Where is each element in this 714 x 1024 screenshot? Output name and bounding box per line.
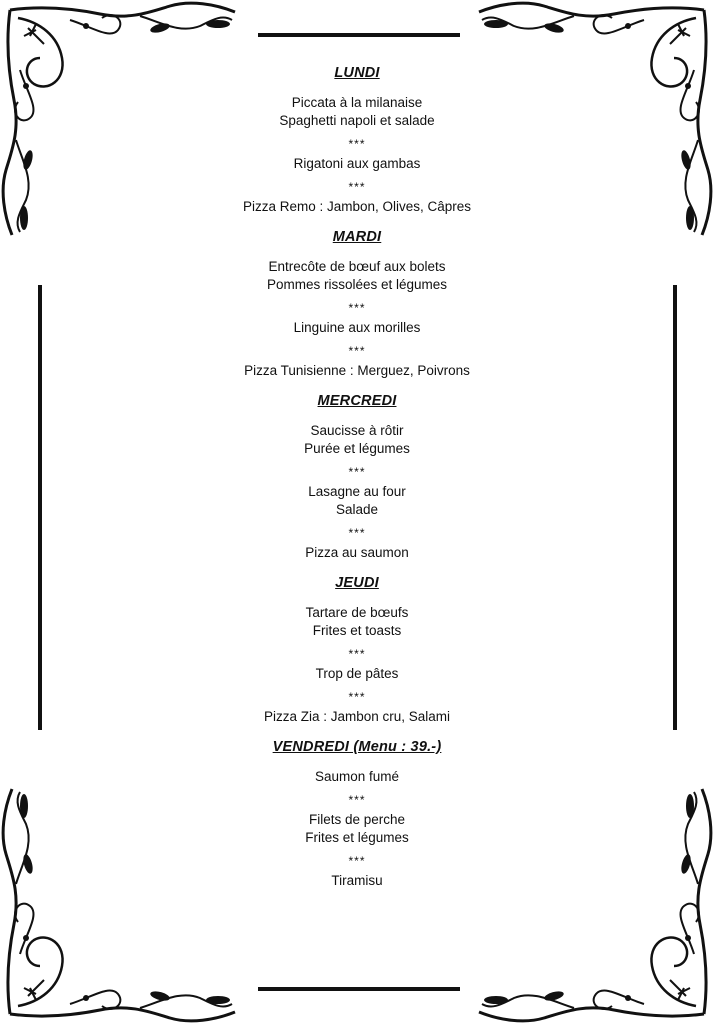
day-title: LUNDI bbox=[334, 65, 380, 81]
day-section bbox=[120, 392, 594, 562]
day-title: VENDREDI (Menu : 39.-) bbox=[272, 739, 442, 755]
dish-line: Saumon fumé bbox=[314, 769, 400, 784]
dish-line: Filets de perche bbox=[308, 812, 406, 827]
day-section bbox=[120, 574, 594, 726]
course-separator: *** bbox=[348, 647, 366, 661]
dish-line: Tiramisu bbox=[331, 873, 383, 888]
course-separator: *** bbox=[348, 854, 366, 868]
left-rule bbox=[38, 285, 42, 730]
course-group bbox=[120, 319, 594, 337]
course-group bbox=[120, 422, 594, 458]
day-title: JEUDI bbox=[335, 575, 379, 591]
course-group bbox=[120, 362, 594, 380]
day-section bbox=[120, 228, 594, 380]
course-group bbox=[120, 94, 594, 130]
day-section bbox=[120, 738, 594, 890]
dish-line: Purée et légumes bbox=[304, 441, 410, 456]
course-group bbox=[120, 544, 594, 562]
dish-line: Frites et légumes bbox=[305, 830, 409, 845]
course-group bbox=[120, 665, 594, 683]
course-group bbox=[120, 811, 594, 847]
dish-line: Pizza Zia : Jambon cru, Salami bbox=[263, 709, 451, 724]
right-rule bbox=[673, 285, 677, 730]
dish-line: Lasagne au four bbox=[308, 484, 406, 499]
dish-line: Linguine aux morilles bbox=[293, 320, 421, 335]
course-group bbox=[120, 483, 594, 519]
course-separator: *** bbox=[348, 526, 366, 540]
dish-line: Piccata à la milanaise bbox=[291, 95, 423, 110]
dish-line: Frites et toasts bbox=[312, 623, 402, 638]
dish-line: Salade bbox=[335, 502, 379, 517]
course-separator: *** bbox=[348, 344, 366, 358]
day-section bbox=[120, 64, 594, 216]
top-rule bbox=[258, 33, 460, 37]
course-group bbox=[120, 768, 594, 786]
course-group bbox=[120, 604, 594, 640]
course-separator: *** bbox=[348, 465, 366, 479]
dish-line: Spaghetti napoli et salade bbox=[279, 113, 435, 128]
course-group bbox=[120, 155, 594, 173]
dish-line: Pommes rissolées et légumes bbox=[266, 277, 448, 292]
course-separator: *** bbox=[348, 180, 366, 194]
dish-line: Saucisse à rôtir bbox=[310, 423, 404, 438]
day-title: MERCREDI bbox=[317, 393, 397, 409]
course-group bbox=[120, 708, 594, 726]
dish-line: Pizza Tunisienne : Merguez, Poivrons bbox=[244, 363, 470, 378]
course-separator: *** bbox=[348, 301, 366, 315]
day-title: MARDI bbox=[332, 229, 382, 245]
course-separator: *** bbox=[348, 690, 366, 704]
course-separator: *** bbox=[348, 793, 366, 807]
dish-line: Entrecôte de bœuf aux bolets bbox=[268, 259, 446, 274]
dish-line: Rigatoni aux gambas bbox=[293, 156, 421, 171]
course-group bbox=[120, 258, 594, 294]
dish-line: Pizza Remo : Jambon, Olives, Câpres bbox=[242, 199, 472, 214]
bottom-rule bbox=[258, 987, 460, 991]
weekly-menu bbox=[120, 64, 594, 902]
dish-line: Trop de pâtes bbox=[315, 666, 399, 681]
dish-line: Tartare de bœufs bbox=[305, 605, 409, 620]
course-separator: *** bbox=[348, 137, 366, 151]
course-group bbox=[120, 198, 594, 216]
course-group bbox=[120, 872, 594, 890]
dish-line: Pizza au saumon bbox=[305, 545, 409, 560]
